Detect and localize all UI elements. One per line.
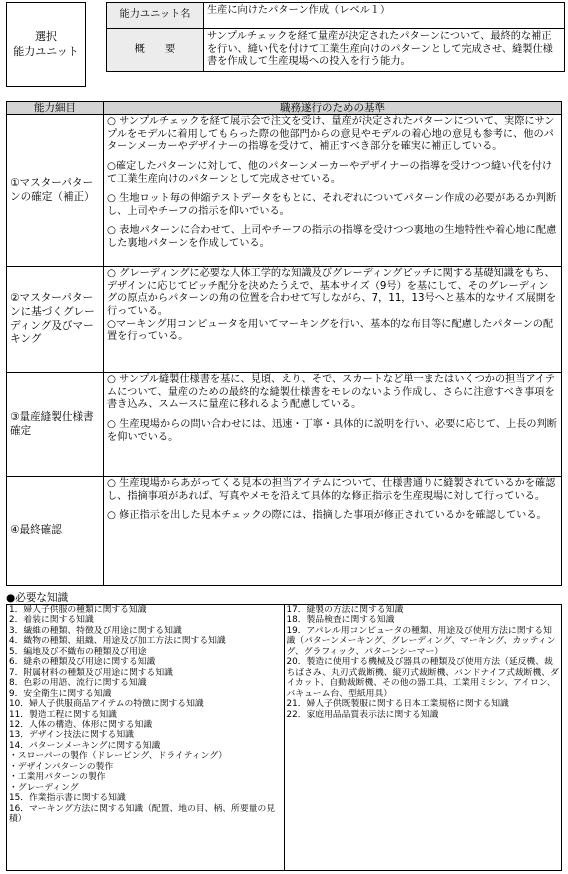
knowledge-item: 1．婦人子供服の種類に関する知識	[9, 605, 147, 615]
knowledge-heading: ●必要な知識	[6, 592, 69, 604]
knowledge-item: 10．婦人子供服商品アイテムの特徴に関する知識	[9, 699, 204, 710]
criteria-item: ○ 生産現場からあがってくる見本の担当アイテムについて、仕様書通りに縫製されているかを確認し、指摘事項があれば、写真やメモを沿えて具体的な修正指示を生産現場に対して行っている。	[107, 478, 556, 502]
knowledge-left-column	[7, 605, 285, 871]
knowledge-item: 8．色彩の用語、流行に関する知識	[9, 678, 147, 689]
criteria-category: ①マスターパターンの確定（補正）	[7, 115, 104, 267]
criteria-row	[7, 115, 562, 267]
knowledge-item: 11．製造工程に関する知識	[9, 709, 117, 720]
criteria-item: ○ グレーディングに必要な人体工学的な知識及びグレーディングピッチに関する基礎知識をもち、デザインに応じてピッチ配分を決めたうえで、基本サイズ（9号）を基にして、そのグレーディングの原点からパターンの角の位置を合わせて写しながら、7，11，13号へと基本的なサイズ展開を行っている。 ○マーキング用コンピュータを用いてマーキングを行い、基本的な布目等に配慮したパターンの配置を行っている。	[107, 268, 557, 343]
criteria-text	[104, 373, 562, 477]
criteria-item: ○確定したパターンに対して、他のパターンメーカーやデザイナーの指導を受けつつ縫い代を付けて工業生産向けのパターンとして完成させている。	[107, 160, 553, 185]
knowledge-item: 9．安全衛生に関する知識	[9, 688, 112, 699]
criteria-item: ○ 生地ロット毎の伸縮テストデータをもとに、それぞれについてパターン作成の必要があるか判断し、上司やチーフの指示を仰いでいる。	[107, 193, 557, 217]
knowledge-right-column	[284, 605, 562, 871]
knowledge-item: 15．作業指示書に関する知識	[9, 793, 126, 804]
criteria-text	[104, 115, 562, 267]
unit-table	[106, 2, 565, 72]
criteria-table	[6, 101, 562, 586]
criteria-text	[104, 267, 562, 373]
criteria-category: ②マスターパターンに基づくグレーディング及びマーキング	[7, 267, 104, 373]
criteria-row	[7, 477, 562, 586]
knowledge-item: 5．編地及び不織布の種類及び用途	[9, 646, 147, 657]
criteria-category: ④最終確認	[7, 477, 104, 586]
criteria-item: ○ 生産現場からの問い合わせには、迅速・丁寧・具体的に説明を行い、必要に応じて、上長の判断を仰いでいる。	[107, 418, 557, 443]
knowledge-subitem: ・工業用パターンの製作	[9, 772, 106, 783]
unit-label-box	[6, 2, 86, 87]
knowledge-subitem: ・デザインパターンの製作	[9, 761, 114, 772]
knowledge-item: 14．パターンメーキングに関する知識	[9, 740, 161, 751]
knowledge-table	[6, 604, 562, 871]
knowledge-item: 20．製造に使用する機械及び器具の種類及び使用方法（延反機、裁ちばさみ、丸刃式裁断機、縦刃式裁断機、バンドナイフ式裁断機、ダイカット、自動裁断機、その他の器工具、工業用ミシン、アイロン、バキューム台、型紙用具）	[286, 657, 559, 699]
knowledge-item: 19．アパレル用コンピュータの種類、用途及び使用方法に関する知識（パターンメーキング、グレーディング、マーキング、カッティング、グラフィック、パターンシーマー）	[286, 625, 556, 657]
unit-name-value: 生産に向けたパターン作成（レベル１）	[204, 3, 565, 29]
criteria-row	[7, 267, 562, 373]
knowledge-item: 12．人体の構造、体形に関する知識	[9, 719, 153, 730]
knowledge-item: 7．附属材料の種類及び用途に関する知識	[9, 667, 173, 678]
knowledge-subitem: ・スローパーの製作（ドレーピング、ドライティング）	[9, 751, 228, 762]
knowledge-item: 18．製品検査に関する知識	[286, 615, 395, 626]
criteria-text	[104, 477, 562, 586]
knowledge-subitem: ・グレーディング	[9, 782, 79, 793]
unit-name-label: 能力ユニット名	[107, 3, 204, 29]
knowledge-item: 22．家庭用品品質表示法に関する知識	[286, 709, 439, 720]
knowledge-item: 17．縫製の方法に関する知識	[286, 605, 404, 615]
criteria-item: ○ 修正指示を出した見本チェックの際には、指摘した事項が修正されているかを確認している。	[107, 510, 547, 522]
criteria-header-left: 能力細目	[7, 102, 104, 115]
criteria-item: ○ サンプルチェックを経て展示会で注文を受け、量産が決定されたパターンについて、実際にサンプルをモデルに着用してもらった際の他部門からの意見やモデルの着心地の意見も参考に、他のパターンメーカーやデザイナーの指導を受けて、補正すべき部分を確実に補正している。	[107, 116, 555, 153]
knowledge-item: 21．婦人子供既製服に関する日本工業規格に関する知識	[286, 699, 509, 710]
unit-summary-label: 概 要	[107, 29, 204, 72]
criteria-item: ○ サンプル縫製仕様書を基に、見頃、えり、そで、スカートなど単一またはいくつかの担当アイテムについて、量産のための最終的な縫製仕様書をモレのないよう作成し、さらに注意すべき事項を書き込み、スムースに量産に移れるよう配慮している。	[107, 374, 556, 411]
knowledge-item: 2．着装に関する知識	[9, 615, 94, 626]
criteria-category: ③量産縫製仕様書確定	[7, 373, 104, 477]
knowledge-item: 16．マーキング方法に関する知識（配置、地の目、柄、所要量の見積）	[9, 803, 276, 825]
knowledge-item: 13．デザイン技法に関する知識	[9, 730, 134, 741]
criteria-row	[7, 373, 562, 477]
knowledge-item: 6．縫糸の種類及び用途に関する知識	[9, 657, 156, 668]
criteria-header-right: 職務遂行のための基準	[104, 102, 562, 115]
criteria-item: ○ 表地パターンに合わせて、上司やチーフの指示の指導を受けつつ裏地の生地特性や着心地に配慮した裏地パターンを作成している。	[107, 225, 557, 250]
knowledge-item: 3．繊維の種類、特徴及び用途に関する知識	[9, 625, 182, 636]
knowledge-item: 4．織物の種類、組織、用途及び加工方法に関する知識	[9, 636, 226, 647]
unit-label-line1: 選択	[35, 29, 57, 43]
unit-summary-value: サンプルチェックを経て量産が決定されたパターンについて、最終的な補正を行い、縫い代を付けて工業生産向けのパターンとして完成させ、縫製仕様書を作成して生産現場への投入を行う能力。	[204, 29, 565, 72]
unit-label-line2: 能力ユニット	[13, 44, 79, 58]
